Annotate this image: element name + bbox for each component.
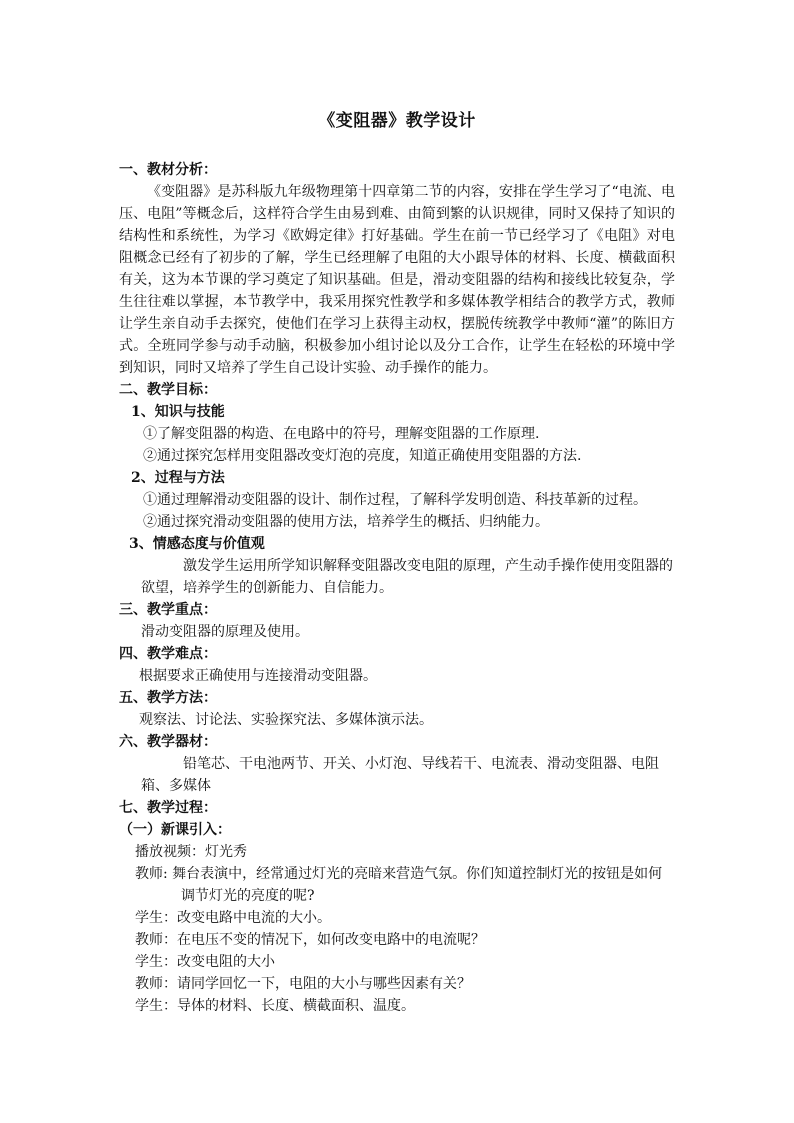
dialog-line: 播放视频：灯光秀	[135, 844, 247, 860]
key-points-text: 滑动变阻器的原理及使用。	[141, 624, 309, 640]
section-heading-teaching-process: 七、教学过程：	[119, 800, 217, 816]
dialog-line: 学生：改变电阻的大小	[135, 954, 275, 970]
methods-text: 观察法、讨论法、实验探究法、多媒体演示法。	[139, 712, 433, 728]
subheading-new-lesson-intro: （一）新课引入：	[119, 822, 231, 838]
section-heading-equipment: 六、教学器材：	[119, 734, 217, 750]
section-heading-difficulties: 四、教学难点：	[119, 646, 217, 662]
attitudes-values-paragraph: 激发学生运用所学知识解释变阻器改变电阻的原理，产生动手操作使用变阻器的欲望，培养学生的创新能力、自信能力。	[141, 558, 673, 596]
dialog-line: 学生：改变电路中电流的大小。	[135, 910, 331, 926]
difficulties-text: 根据要求正确使用与连接滑动变阻器。	[139, 668, 377, 684]
goal-item: ②通过探究怎样用变阻器改变灯泡的亮度，知道正确使用变阻器的方法.	[143, 448, 582, 464]
subheading-attitudes-values: 3、情感态度与价值观	[129, 536, 265, 552]
subheading-knowledge-skills: 1、知识与技能	[131, 404, 225, 420]
section-heading-key-points: 三、教学重点：	[119, 602, 217, 618]
document-body	[119, 159, 675, 1017]
equipment-text: 铅笔芯、干电池两节、开关、小灯泡、导线若干、电流表、滑动变阻器、电阻箱、多媒体	[141, 756, 659, 794]
dialog-line: 教师: 舞台表演中，经常通过灯光的亮暗来营造气氛。你们知道控制灯光的按钮是如何调节灯光的亮度的呢?	[135, 866, 663, 904]
subheading-process-methods: 2、过程与方法	[131, 470, 225, 486]
goal-item: ②通过探究滑动变阻器的使用方法，培养学生的概括、归纳能力。	[143, 514, 549, 530]
goal-item: ①通过理解滑动变阻器的设计、制作过程，了解科学发明创造、科技革新的过程。	[143, 492, 647, 508]
goal-item: ①了解变阻器的构造、在电路中的符号，理解变阻器的工作原理.	[143, 426, 540, 442]
textbook-analysis-paragraph: 《变阻器》是苏科版九年级物理第十四章第二节的内容，安排在学生学习了“电流、电压、电阻”等概念后，这样符合学生由易到难、由简到繁的认识规律，同时又保持了知识的结构性和系统性，为学习《欧姆定律》打好基础。学生在前一节已经学习了《电阻》对电阻概念已经有了初步的了解，学生已经理解了电阻的大小跟导体的材料、长度、横截面积有关，这为本节课的学习奠定了知识基础。但是，滑动变阻器的结构和接线比较复杂，学生往往难以掌握，本节教学中，我采用探究性教学和多媒体教学相结合的教学方式，教师让学生亲自动手去探究，使他们在学习上获得主动权，摆脱传统教学中教师“灌”的陈旧方式。全班同学参与动手动脑，积极参加小组讨论以及分工合作，让学生在轻松的环境中学到知识，同时又培养了学生自己设计实验、动手操作的能力。	[119, 184, 675, 376]
document-title: 《变阻器》教学设计	[318, 111, 476, 131]
section-heading-textbook-analysis: 一、教材分析：	[119, 162, 217, 178]
section-heading-teaching-goals: 二、教学目标：	[119, 382, 217, 398]
dialog-line: 教师：在电压不变的情况下，如何改变电路中的电流呢？	[135, 932, 485, 948]
dialog-line: 教师：请同学回忆一下，电阻的大小与哪些因素有关？	[135, 976, 471, 992]
section-heading-methods: 五、教学方法：	[119, 690, 217, 706]
dialog-line: 学生：导体的材料、长度、横截面积、温度。	[135, 998, 415, 1014]
